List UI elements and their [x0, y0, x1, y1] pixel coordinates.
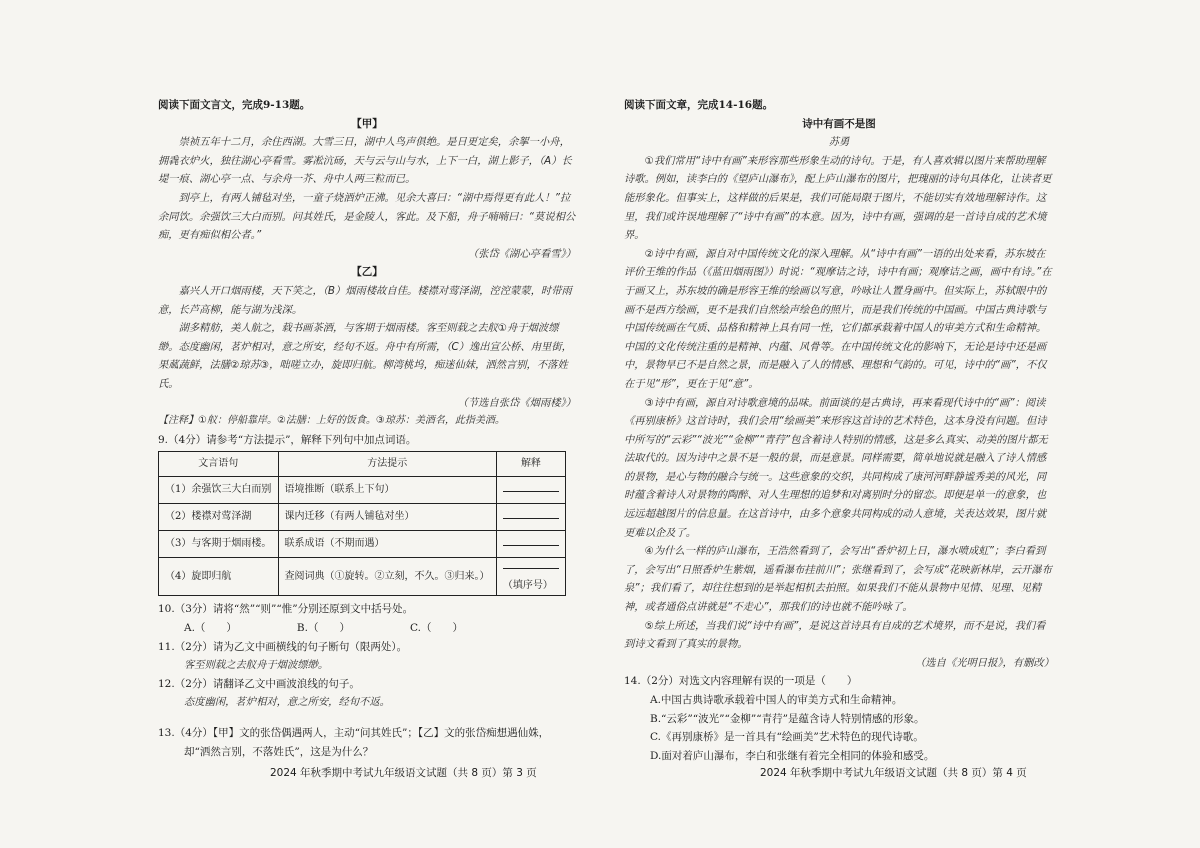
- sentence-cell: （4）旋即归航: [159, 558, 279, 596]
- answer-cell[interactable]: [496, 477, 565, 504]
- yi-source: （节选自张岱《烟雨楼》）: [457, 396, 576, 409]
- table-header: 文言语句: [159, 452, 279, 477]
- answer-blank[interactable]: [503, 535, 559, 546]
- article-paragraph-2: ②诗中有画，源自对中国传统文化的深入理解。从“诗中有画”一语的出处来看，苏东坡在评价王维的作品（《蓝田烟雨图》）时说：“观摩诘之诗，诗中有画；观摩诘之画，画中有诗。”在于画又上，苏东坡的确是形容王维的绘画以写意，吟咏让人置身画中。但实际上，苏轼眼中的画不是西方绘画，更不是我们自然绘声绘色的照片，而是我们传统的中国画。中国古典诗歌与中国传统画在气质、品格和精神上具有同一性，它们都承载着中国人的审美方式和生命精神。中国的文化传统注重的是精神、内蕴、风骨等。在中国传统文化的影响下，无论是诗中还是画中，景物早已不是自然之景，而是融入了人的情感、理想和气韵的。可见，诗中的“画”，不仅在于见“形”，更在于见“意”。: [624, 247, 1052, 390]
- q14-option-b[interactable]: B.“云彩”“波光”“金柳”“青荇”是蕴含诗人特别情感的形象。: [650, 712, 925, 725]
- question-14: 14.（2分）对选文内容理解有误的一项是（ ）: [624, 675, 858, 688]
- q10-option-c[interactable]: C.（ ）: [409, 622, 463, 635]
- table-row: [159, 558, 566, 596]
- article-author: 苏勇: [828, 136, 850, 149]
- article-paragraph-5: ⑤综上所述，当我们说“诗中有画”，是说这首诗具有自成的艺术境界，而不是说，我们看到诗文看到了真实的景物。: [624, 619, 1046, 651]
- yi-heading: 【乙】: [351, 266, 383, 279]
- reading-instruction-right: 阅读下面文章，完成14-16题。: [624, 99, 774, 111]
- q14-option-a[interactable]: A.中国古典诗歌承载着中国人的审美方式和生命精神。: [650, 694, 903, 706]
- jia-heading: 【甲】: [351, 117, 383, 130]
- jia-paragraph-1: 崇祯五年十二月，余住西湖。大雪三日，湖中人鸟声俱绝。是日更定矣，余挐一小舟，拥毳衣炉火，独往湖心亭看雪。雾凇沆砀，天与云与山与水，上下一白，湖上影子，（A）长堤一痕、湖心亭一点、与余舟一芥、舟中人两三粒而已。: [158, 136, 572, 186]
- yi-paragraph-1: 嘉兴人开口烟雨楼，天下笑之，（B）烟雨楼故自佳。楼襟对莺泽湖，涳涳蒙蒙，时带雨意，长芦高柳，能与湖为浅深。: [158, 284, 572, 316]
- answer-blank[interactable]: [503, 481, 559, 492]
- answer-cell[interactable]: [496, 504, 565, 531]
- table-row: [159, 504, 566, 531]
- question-12: 12.（2分）请翻译乙文中画波浪线的句子。: [158, 677, 360, 690]
- q12-sentence: 态度幽闲，茗炉相对，意之所安，经旬不返。: [184, 696, 390, 709]
- table-row: [159, 531, 566, 558]
- question-11: 11.（2分）请为乙文中画横线的句子断句（限两处）。: [158, 640, 408, 653]
- q11-sentence: 客至则载之去舣舟于烟波缥缈。: [184, 659, 329, 672]
- table-row: [159, 477, 566, 504]
- answer-blank[interactable]: [503, 558, 559, 569]
- method-cell: 查阅词典（①旋转。②立刻，不久。③归来。）: [278, 558, 496, 596]
- sentence-cell: （2）楼襟对莺泽湖: [159, 504, 279, 531]
- article-source: （选自《光明日报》，有删改）: [914, 656, 1054, 669]
- answer-cell[interactable]: [496, 531, 565, 558]
- yi-paragraph-2: 湖多精舫，美人航之，载书画茶酒，与客期于烟雨楼。客至则载之去舣①舟于烟波缥缈。态度幽闲，茗炉相对，意之所安，经旬不返。舟中有所需，（C）逸出宣公桥、甪里街，果蓏蔬鲜，法膳②琼苏③，咄嗟立办，旋即归航。柳湾桃坞，痴迷仙妹，洒然言别，不落姓氏。: [158, 322, 572, 390]
- q14-option-d[interactable]: D.面对着庐山瀑布，李白和张继有着完全相同的体验和感受。: [650, 749, 935, 762]
- jia-paragraph-2: 到亭上，有两人铺毡对坐，一童子烧酒炉正沸。见余大喜曰：“湖中焉得更有此人！”拉余同饮。余强饮三大白而别。问其姓氏，是金陵人，客此。及下船，舟子喃喃曰：“莫说相公痴，更有痴似相公者。”: [158, 191, 576, 242]
- question-9: 9.（4分）请参考“方法提示”，解释下列句中加点词语。: [158, 433, 417, 446]
- annotation-notes: 【注释】①舣：停船靠岸。②法膳：上好的饭食。③琼苏：美酒名，此指美酒。: [158, 415, 505, 427]
- reading-instruction-left: 阅读下面文言文，完成9-13题。: [158, 99, 311, 111]
- article-paragraph-4: ④为什么一样的庐山瀑布，王浩然看到了，会写出“香炉初上日，瀑水喷成虹”；李白看到了，会写出“日照香炉生紫烟，遥看瀑布挂前川”；张继看到了，会写成“花映新林岸，云开瀑布泉”；我们看了，却往往想到的是举起相机去拍照。如果我们不能从景物中见情、见理、见精神，或者通俗点讲就是“不走心”，那我们的诗也就不能吟咏了。: [624, 545, 1052, 614]
- article-title: 诗中有画不是图: [802, 117, 876, 130]
- article-paragraph-1: ①我们常用“诗中有画”来形容那些形象生动的诗句。于是，有人喜欢辑以图片来帮助理解诗歌。例如，读李白的《望庐山瀑布》，配上庐山瀑布的图片，把瑰丽的诗句具体化，让读者更能形象化。但事实上，这样做的后果是，我们可能局限于图片，不能切实有效地理解诗作。这里，我们或许误地理解了“诗中有画”的本意。因为，诗中有画，强调的是一首诗自成的艺术境界。: [624, 154, 1052, 242]
- method-cell: 课内迁移（有两人铺毡对坐）: [278, 504, 496, 531]
- page-3: [158, 96, 576, 761]
- table-header: 解释: [496, 452, 565, 477]
- table-header: 方法提示: [278, 452, 496, 477]
- method-table: [158, 451, 566, 596]
- fill-hint: （填序号）: [502, 579, 553, 591]
- sentence-cell: （3）与客期于烟雨楼。: [159, 531, 279, 558]
- footer-page-3: 2024 年秋季期中考试九年级语文试题（共 8 页）第 3 页: [270, 767, 537, 779]
- method-cell: 联系成语（不期而遇）: [278, 531, 496, 558]
- sentence-cell: （1）余强饮三大白而别: [159, 477, 279, 504]
- method-cell: 语境推断（联系上下句）: [278, 477, 496, 504]
- q14-option-c[interactable]: C.《再别康桥》是一首具有“绘画美”艺术特色的现代诗歌。: [650, 731, 924, 744]
- answer-blank[interactable]: [503, 508, 559, 519]
- footer-page-4: 2024 年秋季期中考试九年级语文试题（共 8 页）第 4 页: [760, 767, 1027, 779]
- table-header-row: [159, 452, 566, 477]
- q10-option-b[interactable]: B.（ ）: [296, 622, 350, 635]
- q10-options: [158, 619, 576, 638]
- article-paragraph-3: ③诗中有画，源自对诗歌意境的品味。前面谈的是古典诗，再来看现代诗中的“画”：阅读《再别康桥》这首诗时，我们会用“绘画美”来形容这首诗的艺术特色，这本身没有问题。但诗中所写的“云彩”“波光”“金柳”“青荇”包含着诗人特别的情感，这是多么真实、动美的图片都无法取代的。因为诗中之景不是一般的景，而是意景。同样需要，简单地说就是融入了诗人情感的景物，是心与物的融合与统一。这些意象的交织，共同构成了康河河畔静谧秀美的风光，同时蕴含着诗人对景物的陶醉、对人生理想的追梦和对离别时分的留恋。即便是单一的意象，也远远超越图片的信息量。在这首诗中，由多个意象共同构成的动人意境，关表达效果，图片就更难以企及了。: [624, 396, 1048, 539]
- answer-cell[interactable]: [496, 558, 565, 596]
- q10-option-a[interactable]: A.（ ）: [184, 622, 237, 635]
- page-4: [624, 96, 1054, 765]
- question-13-line-2: 却“洒然言别，不落姓氏”，这是为什么？: [184, 745, 374, 758]
- jia-source: （张岱《湖心亭看雪》）: [467, 247, 576, 260]
- question-13-line-1: 13.（4分）【甲】文的张岱偶遇两人，主动“问其姓氏”；【乙】文的张岱痴想遇仙姝，: [158, 727, 550, 740]
- question-10: 10.（3分）请将“然”“则”“惟”分别还原到文中括号处。: [158, 603, 414, 616]
